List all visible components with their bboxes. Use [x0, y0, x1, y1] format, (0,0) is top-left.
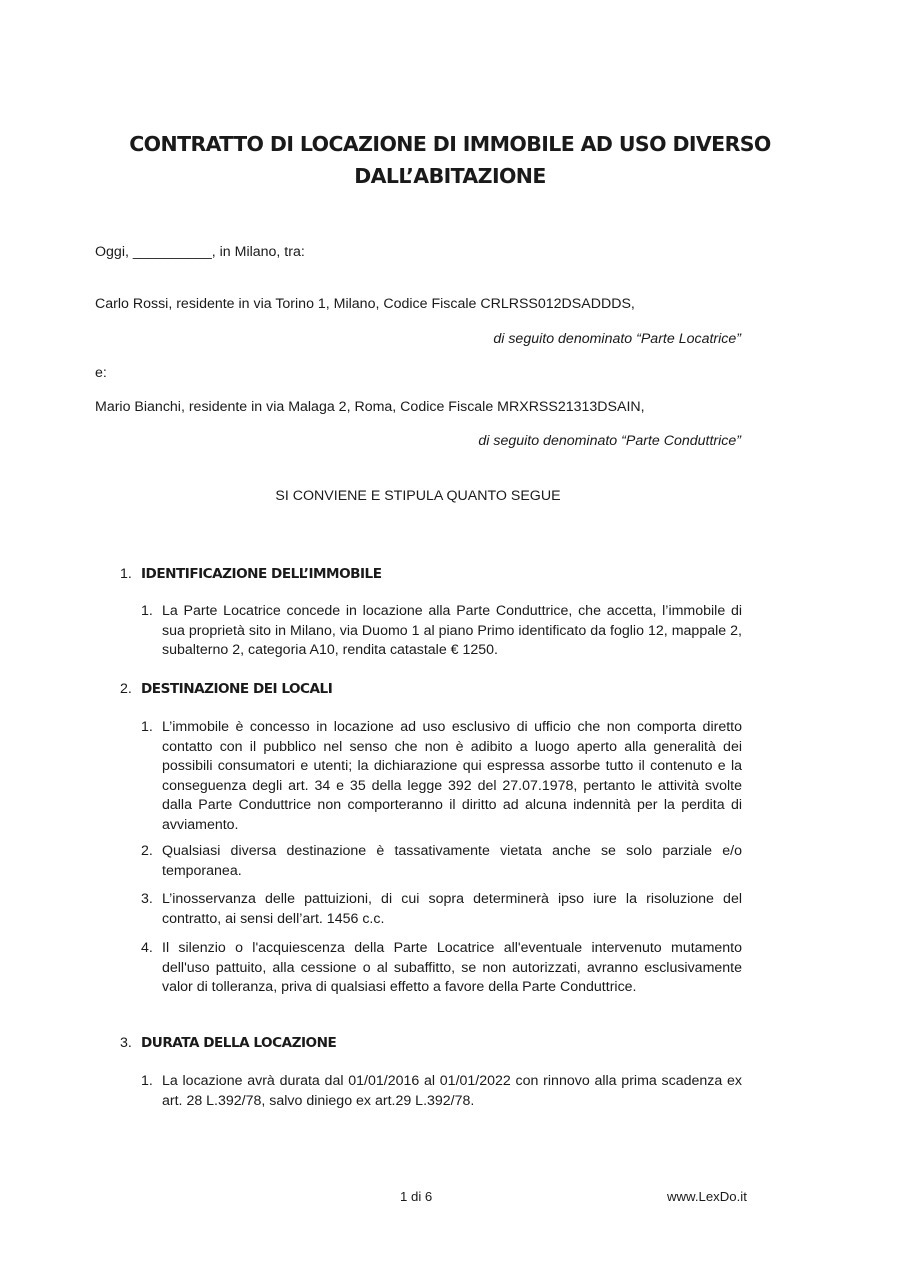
- party-conduttrice-role: di seguito denominato “Parte Conduttrice”: [478, 433, 741, 449]
- section-3-title: DURATA DELLA LOCAZIONE: [141, 1035, 337, 1051]
- section-3-item-1-text: La locazione avrà durata dal 01/01/2016 al 01/01/2022 con rinnovo alla prima scadenza ex art. 28 L.392/78, salvo diniego ex art.29 L.392/78.: [162, 1073, 742, 1109]
- section-1-item-1-text: La Parte Locatrice concede in locazione alla Parte Conduttrice, che accetta, l’immobile di sua proprietà sito in Milano, via Duomo 1 al piano Primo identificato da foglio 12, mappale 2, subalterno 2, categoria A10, rendita catastale € 1250.: [162, 603, 742, 658]
- section-3-number: 3.: [120, 1035, 132, 1051]
- party-locatrice: Carlo Rossi, residente in via Torino 1, Milano, Codice Fiscale CRLRSS012DSADDDS,: [95, 296, 635, 312]
- title-line-1: CONTRATTO DI LOCAZIONE DI IMMOBILE AD USO DIVERSO: [129, 132, 771, 156]
- page-number: 1 di 6: [400, 1189, 433, 1204]
- section-2-item-3-text: L’inosservanza delle pattuizioni, di cui sopra determinerà ipso iure la risoluzione del contratto, ai sensi dell’art. 1456 c.c.: [162, 891, 742, 927]
- section-2-number: 2.: [120, 681, 132, 697]
- section-2-item-1-text: L’immobile è concesso in locazione ad uso esclusivo di ufficio che non comporta diretto contatto con il pubblico nel senso che non è adibito a luogo aperto alla generalità dei possibili consumatori e utenti; la dichiarazione qui espressa assorbe tutto il contenuto e la conseguenza degli art. 34 e 35 della legge 392 del 27.07.1978, pertanto le attività svolte dalla Parte Conduttrice non comporteranno il diritto ad alcuna indennità per la perdita di avviamento.: [162, 719, 742, 833]
- section-2-item-2-text: Qualsiasi diversa destinazione è tassativamente vietata anche se solo parziale e/o temporanea.: [162, 843, 742, 879]
- section-1-title: IDENTIFICAZIONE DELL’IMMOBILE: [141, 566, 382, 582]
- document-title: [60, 128, 840, 192]
- section-2-item-4-number: 4.: [141, 940, 153, 956]
- intro-line: Oggi, __________, in Milano, tra:: [95, 244, 305, 260]
- title-line-2: DALL’ABITAZIONE: [354, 164, 546, 188]
- party-locatrice-role: di seguito denominato “Parte Locatrice”: [493, 331, 741, 347]
- section-2-title: DESTINAZIONE DEI LOCALI: [141, 681, 333, 697]
- section-1-item-1-number: 1.: [141, 603, 153, 619]
- agreement-heading: SI CONVIENE E STIPULA QUANTO SEGUE: [275, 488, 561, 504]
- section-1-number: 1.: [120, 566, 132, 582]
- section-2-item-4-text: Il silenzio o l'acquiescenza della Parte Locatrice all'eventuale intervenuto mutamento dell'uso pattuito, alla cessione o al subaffitto, se non autorizzati, avranno esclusivamente valor di tolleranza, priva di qualsiasi effetto a favore della Parte Conduttrice.: [162, 940, 742, 995]
- conjunction-e: e:: [95, 365, 107, 381]
- section-2-item-2-number: 2.: [141, 843, 153, 859]
- section-2-item-3-number: 3.: [141, 891, 153, 907]
- party-conduttrice: Mario Bianchi, residente in via Malaga 2, Roma, Codice Fiscale MRXRSS21313DSAIN,: [95, 399, 645, 415]
- footer-website-link[interactable]: www.LexDo.it: [667, 1189, 747, 1204]
- section-2-item-1-number: 1.: [141, 719, 153, 735]
- section-3-item-1-number: 1.: [141, 1073, 153, 1089]
